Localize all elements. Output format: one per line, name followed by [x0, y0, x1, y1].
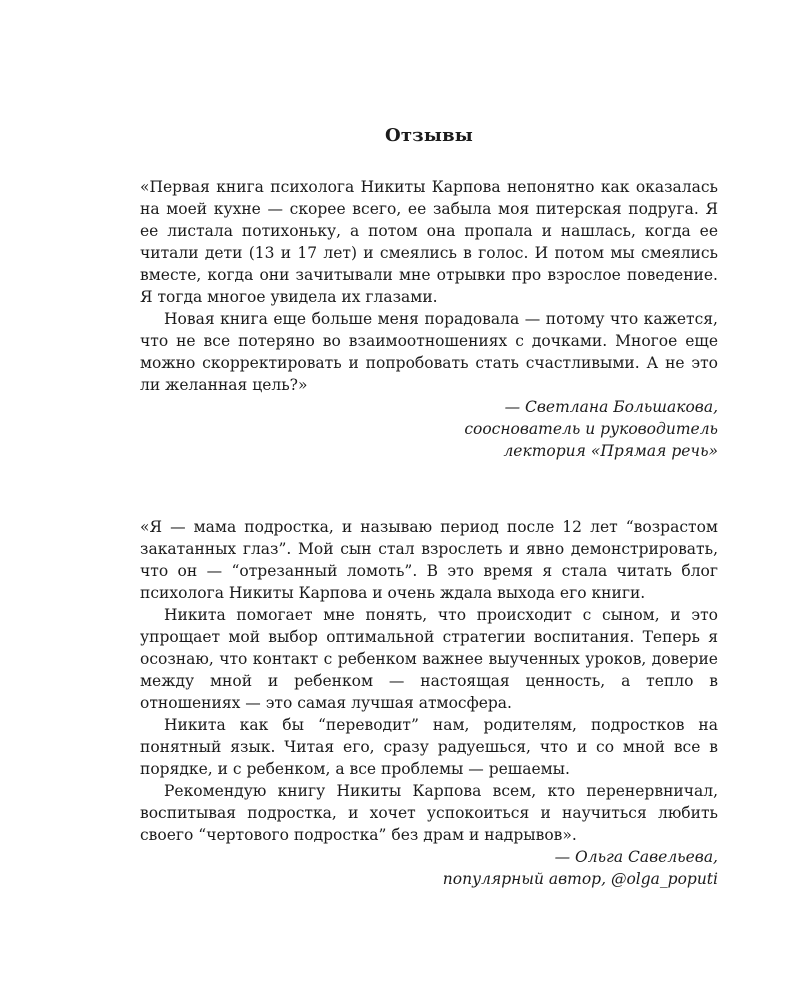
review-2 [140, 516, 718, 890]
review-1-paragraph-2: Новая книга еще больше меня порадовала — потому что кажется, что не все потеряно во взаимоотношениях с дочками. Многое еще можно скорректировать и попробовать стать счастливыми. А не это ли желанная цель?» [140, 310, 718, 394]
review-1-role-line-1: сооснователь и руководитель [464, 420, 718, 438]
review-2-paragraph-1: «Я — мама подростка, и называю период после 12 лет “возрастом закатанных глаз”. Мой сын стал взрослеть и явно демонстрировать, что он — “отрезанный ломоть”. В это время я стала читать блог психолога Никиты Карпова и очень ждала выхода его книги. [140, 518, 718, 602]
review-1-paragraph-1: «Первая книга психолога Никиты Карпова непонятно как оказалась на моей кухне — скорее всего, ее забыла моя питерская подруга. Я ее листала потихоньку, а потом она пропала и нашлась, когда ее читали дети (13 и 17 лет) и смеялись в голос. И потом мы смеялись вместе, когда они зачитывали мне отрывки про взрослое поведение. Я тогда многое увидела их глазами. [140, 178, 718, 306]
review-2-author: — Ольга Савельева, [554, 848, 718, 866]
page [140, 124, 718, 890]
review-2-attribution [140, 846, 718, 890]
review-1-author: — Светлана Большакова, [504, 398, 718, 416]
review-2-paragraph-2: Никита помогает мне понять, что происходит с сыном, и это упрощает мой выбор оптимальной стратегии воспитания. Теперь я осознаю, что контакт с ребенком важнее выученных уроков, доверие между мной и ребенком — настоящая ценность, а тепло в отношениях — это самая лучшая атмосфера. [140, 606, 718, 712]
review-2-role-line-1: популярный автор, @olga_poputi [442, 870, 718, 888]
page-title: Отзывы [384, 125, 474, 146]
review-2-paragraph-4: Рекомендую книгу Никиты Карпова всем, кто перенервничал, воспитывая подростка, и хочет успокоиться и научиться любить своего “чертового подростка” без драм и надрывов». [140, 782, 718, 844]
review-1-attribution [140, 396, 718, 462]
review-1-role-line-2: лектория «Прямая речь» [503, 442, 718, 460]
review-1 [140, 176, 718, 462]
review-separator [140, 462, 718, 516]
review-2-paragraph-3: Никита как бы “переводит” нам, родителям, подростков на понятный язык. Читая его, сразу радуешься, что и со мной все в порядке, и с ребенком, а все проблемы — решаемы. [140, 716, 718, 778]
